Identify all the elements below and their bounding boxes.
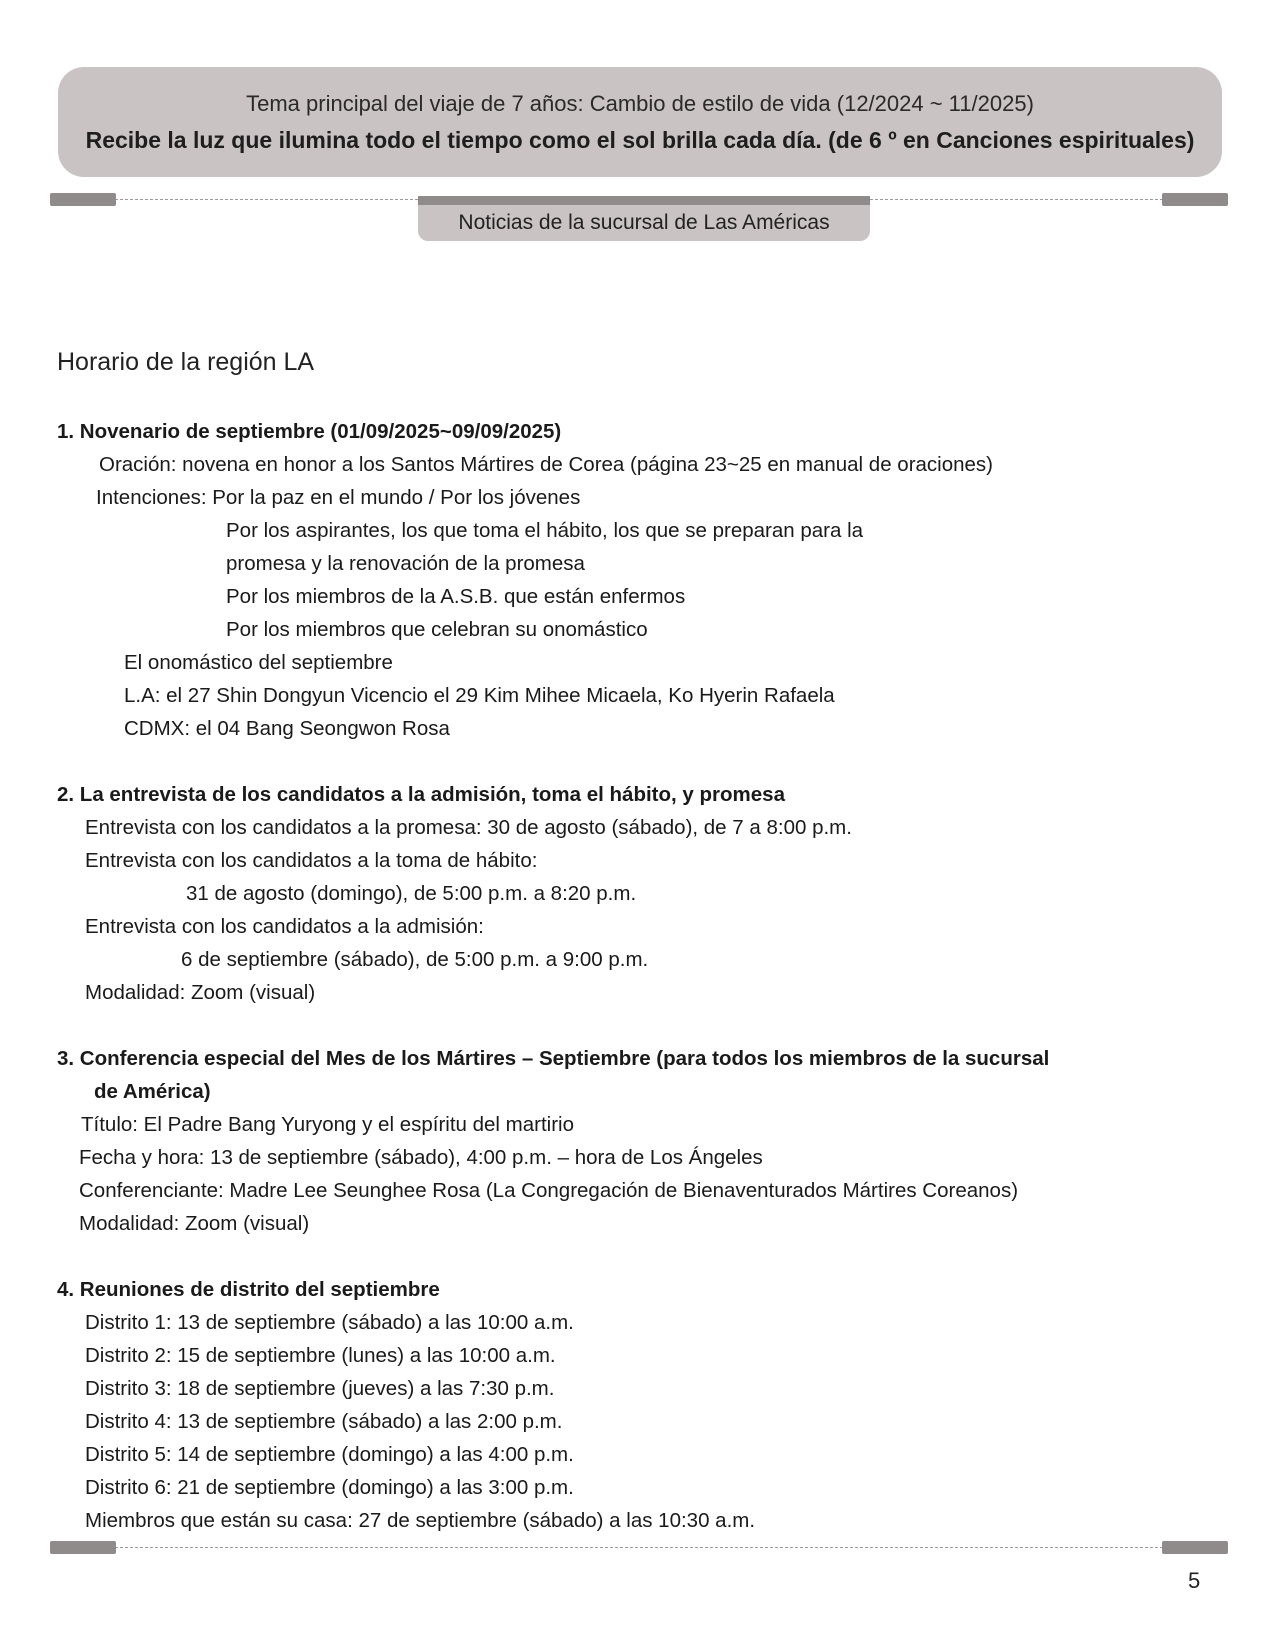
s1-intention-3: Por los miembros de la A.S.B. que están enfermos <box>226 585 686 608</box>
bottom-right-bar <box>1162 1541 1228 1554</box>
s1-intention-2b: promesa y la renovación de la promesa <box>226 552 585 575</box>
s3-line-3: Conferenciante: Madre Lee Seunghee Rosa (La Congregación de Bienaventurados Mártires Coreanos) <box>79 1179 1019 1202</box>
branch-tab-bar <box>418 196 870 205</box>
s1-prayer: Oración: novena en honor a los Santos Mártires de Corea (página 23~25 en manual de oraciones) <box>99 453 994 476</box>
page-number: 5 <box>1188 1568 1201 1593</box>
bottom-left-bar <box>50 1541 116 1554</box>
s2-line-2: Entrevista con los candidatos a la toma de hábito: <box>85 849 538 872</box>
district-item: Miembros que están su casa: 27 de septiembre (sábado) a las 10:30 a.m. <box>85 1509 756 1532</box>
top-right-bar <box>1162 193 1228 206</box>
s1-cdmx: CDMX: el 04 Bang Seongwon Rosa <box>124 717 450 740</box>
motto-line: Recibe la luz que ilumina todo el tiempo como el sol brilla cada día. (de 6 º en Canciones espirituales) <box>85 127 1195 153</box>
s2-line-3: 31 de agosto (domingo), de 5:00 p.m. a 8:20 p.m. <box>186 882 637 905</box>
district-item: Distrito 3: 18 de septiembre (jueves) a las 7:30 p.m. <box>85 1377 555 1400</box>
theme-banner <box>58 67 1222 177</box>
s2-line-6: Modalidad: Zoom (visual) <box>85 981 316 1004</box>
section-3-heading: 3. Conferencia especial del Mes de los Mártires – Septiembre (para todos los miembros de la sucursal <box>57 1047 1050 1070</box>
s3-line-4: Modalidad: Zoom (visual) <box>79 1212 310 1235</box>
section-3-heading-cont: de América) <box>94 1080 211 1103</box>
s1-intention-4: Por los miembros que celebran su onomástico <box>226 618 648 641</box>
s2-line-5: 6 de septiembre (sábado), de 5:00 p.m. a 9:00 p.m. <box>181 948 649 971</box>
district-item: Distrito 5: 14 de septiembre (domingo) a las 4:00 p.m. <box>85 1443 574 1466</box>
s1-intention-2: Por los aspirantes, los que toma el hábito, los que se preparan para la <box>226 519 864 542</box>
theme-line: Tema principal del viaje de 7 años: Cambio de estilo de vida (12/2024 ~ 11/2025) <box>246 91 1034 116</box>
district-item: Distrito 2: 15 de septiembre (lunes) a las 10:00 a.m. <box>85 1344 556 1367</box>
section-1-heading: 1. Novenario de septiembre (01/09/2025~09/09/2025) <box>57 420 562 443</box>
page-title: Horario de la región LA <box>57 348 315 376</box>
s2-line-4: Entrevista con los candidatos a la admisión: <box>85 915 484 938</box>
section-2-heading: 2. La entrevista de los candidatos a la admisión, toma el hábito, y promesa <box>57 783 785 806</box>
district-item: Distrito 6: 21 de septiembre (domingo) a las 3:00 p.m. <box>85 1476 574 1499</box>
s3-line-2: Fecha y hora: 13 de septiembre (sábado), 4:00 p.m. – hora de Los Ángeles <box>79 1146 763 1169</box>
s1-intentions: Intenciones: Por la paz en el mundo / Por los jóvenes <box>96 486 581 509</box>
district-item: Distrito 4: 13 de septiembre (sábado) a las 2:00 p.m. <box>85 1410 563 1433</box>
top-left-bar <box>50 193 116 206</box>
branch-tab-label: Noticias de la sucursal de Las Américas <box>458 211 830 234</box>
s1-la: L.A: el 27 Shin Dongyun Vicencio el 29 Kim Mihee Micaela, Ko Hyerin Rafaela <box>124 684 835 707</box>
bottom-divider <box>50 1547 1228 1548</box>
s2-line-1: Entrevista con los candidatos a la promesa: 30 de agosto (sábado), de 7 a 8:00 p.m. <box>85 816 852 839</box>
section-4-heading: 4. Reuniones de distrito del septiembre <box>57 1278 440 1301</box>
s3-line-1: Título: El Padre Bang Yuryong y el espíritu del martirio <box>81 1113 575 1136</box>
s1-onomastico: El onomástico del septiembre <box>124 651 393 674</box>
district-item: Distrito 1: 13 de septiembre (sábado) a las 10:00 a.m. <box>85 1311 574 1334</box>
